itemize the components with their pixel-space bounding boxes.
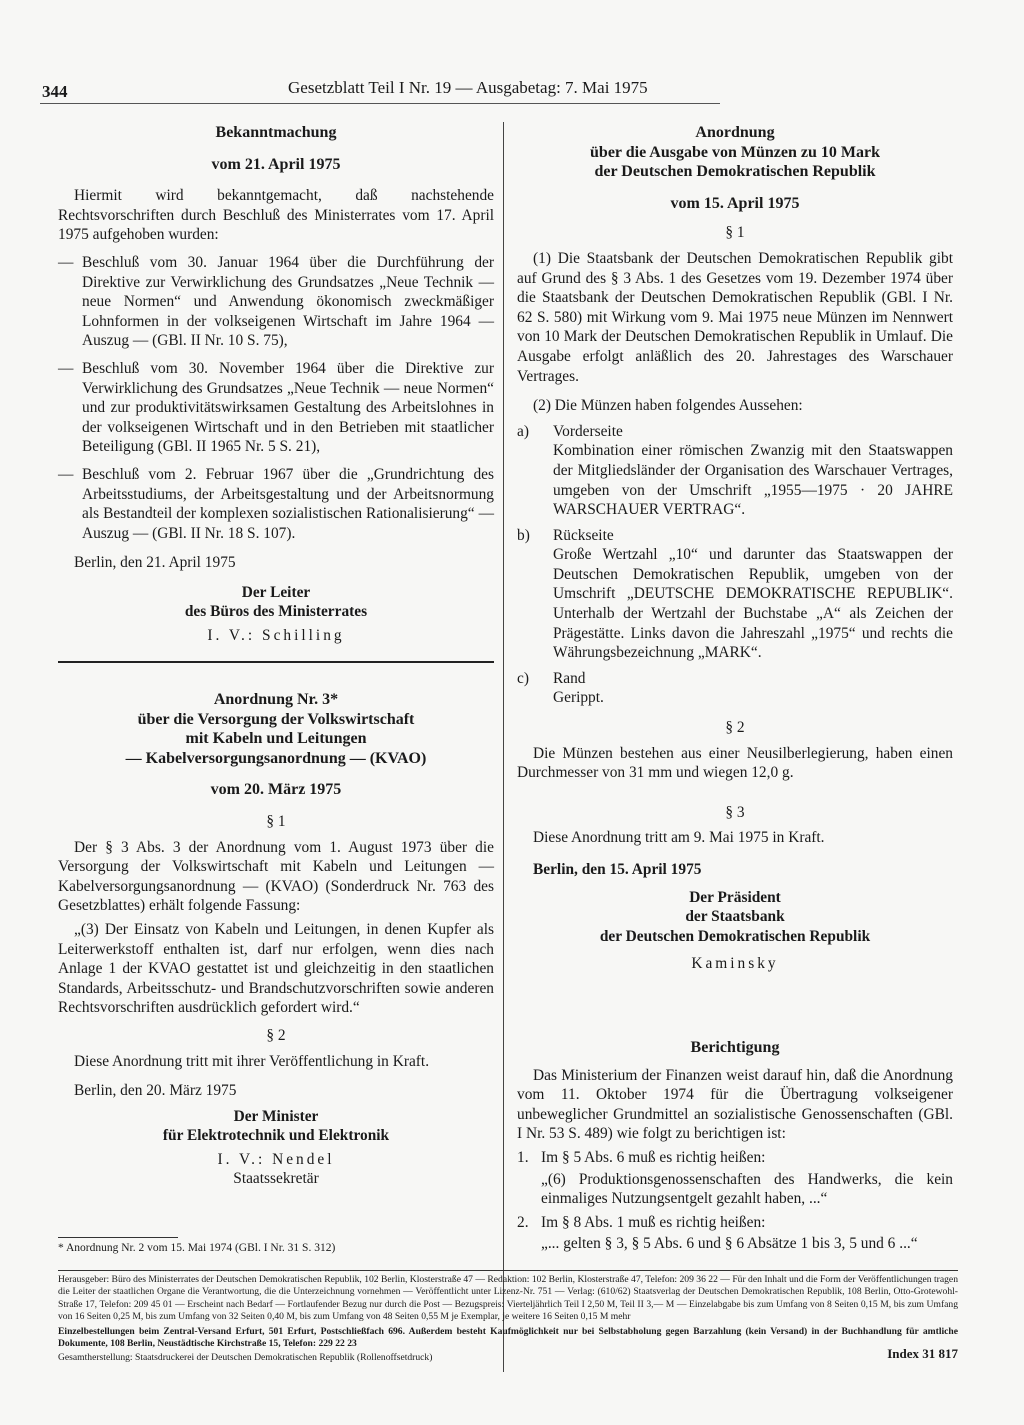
imprint-printer: Gesamtherstellung: Staatsdruckerei der Deutschen Demokratischen Republik (Rollenoffsetdruck) Index 31 817: [58, 1346, 958, 1364]
footnote-rule: [58, 1237, 178, 1238]
muenzen-signature-office: der Staatsbank: [685, 908, 785, 926]
kvao-date: vom 20. März 1975: [210, 781, 342, 799]
left-column: [58, 123, 494, 646]
muenzen-para-2: (2) Die Münzen haben folgendes Aussehen:: [533, 397, 803, 415]
header-rule: [40, 103, 720, 104]
imprint: [58, 1274, 958, 1365]
kvao-title-3: mit Kabeln und Leitungen: [185, 730, 367, 748]
signature-name: I. V.: Schilling: [207, 627, 345, 645]
kvao-section-1-text: Der § 3 Abs. 3 der Anordnung vom 1. August 1973 über die Versorgung der Volkswirtschaft mit Kabeln und Leitungen — Kabelversorgungsanordnung — (KVAO) (Sonderdruck Nr. 763 des Gesetzblattes) erhält folgende Fassung:: [58, 838, 494, 915]
kvao-section-1: § 1: [266, 812, 286, 830]
bekanntmachung-title: Bekanntmachung: [215, 124, 337, 141]
muenzen-signature-office-2: der Deutschen Demokratischen Republik: [599, 927, 871, 945]
list-item: c) Rand Gerippt.: [517, 669, 604, 707]
muenzen-para-1: (1) Die Staatsbank der Deutschen Demokratischen Republik gibt auf Grund des § 3 Abs. 1 des Gesetzes vom 19. Dezember 1974 über die Staatsbank der Deutschen Demokratischen Republik (GBl. I Nr. 62 S. 580) mit Wirkung vom 9. Mai 1975 neue Münzen im Nennwert von 10 Mark der Deutschen Demokratischen Republik in Umlauf. Die Ausgabe erfolgt anläßlich des 20. Jahrestages des Warschauer Vertrages.: [517, 249, 953, 385]
list-item: b) Rückseite Große Wertzahl „10“ und darunter das Staatswappen der Deutschen Demokratischen Republik, umgeben von der Umschrift „DEUTSCHE DEMOKRATISCHE REPUBLIK“. Unterhalb der Wertzahl der Buchstabe „A“ als Zeichen der Prägestätte. Links davon die Jahreszahl „1975“ und rechts die Währungsbezeichnung „MARK“.: [517, 526, 953, 662]
muenzen-title-1: Anordnung: [695, 124, 775, 141]
kvao-title-2: über die Versorgung der Volkswirtschaft: [137, 710, 415, 728]
list-item: a) Vorderseite Kombination einer römischen Zwanzig mit den Staatswappen der Mitgliedsländer der Organisation des Warschauer Vertrages, umgeben von der Umschrift „1955—1975 · 20 JAHRE WARSCHAUER VERTRAG“.: [517, 422, 953, 519]
bekanntmachung-date: vom 21. April 1975: [211, 155, 341, 173]
list-item: — Beschluß vom 2. Februar 1967 über die „Grundrichtung des Arbeitsstudiums, der Arbeitsgestaltung und der Arbeitsnormung als Bestandteil der komplexen sozialistischen Rationalisierung“ — Auszug — (GBl. II Nr. 18 S. 107).: [58, 465, 494, 542]
kvao-title-4: — Kabelversorgungsanordnung — (KVAO): [125, 749, 427, 767]
footnote: * Anordnung Nr. 2 vom 15. Mai 1974 (GBl. I Nr. 31 S. 312): [58, 1242, 336, 1254]
muenzen-section-3: § 3: [725, 803, 745, 821]
column-divider: [503, 122, 504, 1372]
kvao-section-1-quote: „(3) Der Einsatz von Kabeln und Leitungen, in denen Kupfer als Leiterwerkstoff enthalten ist, darf nur erfolgen, wenn dies nach Anlage 1 der KVAO gestattet ist und gleichzeitig in den staatlichen Standards, Arbeitsschutz- und Brandschutzvorschriften sowie anderen Rechtsvorschriften ausdrücklich gefordert wird.“: [58, 920, 494, 1017]
muenzen-place-date: Berlin, den 15. April 1975: [533, 861, 702, 878]
right-column: [517, 123, 953, 974]
footer-rule: [58, 1270, 958, 1271]
list-item: 1. Im § 5 Abs. 6 muß es richtig heißen:: [517, 1148, 766, 1166]
kvao-section-2-text: Diese Anordnung tritt mit ihrer Veröffentlichung in Kraft.: [74, 1052, 430, 1070]
signature-office: des Büros des Ministerrates: [184, 603, 368, 621]
muenzen-title-3: der Deutschen Demokratischen Republik: [594, 163, 876, 181]
bekanntmachung-place-date: Berlin, den 21. April 1975: [74, 554, 236, 572]
muenzen-signature-title: Der Präsident: [689, 888, 781, 906]
muenzen-section-3-text: Diese Anordnung tritt am 9. Mai 1975 in Kraft.: [533, 829, 825, 847]
kvao-section-2: § 2: [266, 1026, 286, 1044]
berichtigung-title: Berichtigung: [690, 1039, 780, 1056]
muenzen-date: vom 15. April 1975: [670, 194, 800, 212]
kvao-signature-title: Der Minister: [233, 1107, 319, 1125]
list-item: — Beschluß vom 30. November 1964 über die Direktive zur Verwirklichung des Grundsatzes „Neue Technik — neue Normen“ und zur produktivitätswirksamen Gestaltung des Arbeitslohnes in der volkseigenen Wirtschaft und in den Betrieben mit staatlicher Beteiligung (GBl. II 1965 Nr. 5 S. 21),: [58, 359, 494, 456]
berichtigung-text: Das Ministerium der Finanzen weist darauf hin, daß die Anordnung vom 11. Oktober 1974 für die Übertragung volkseigener unbeweglicher Grundmittel an sozialistische Genossenschaften (GBl. I Nr. 53 S. 489) wie folgt zu berichtigen ist:: [517, 1066, 953, 1143]
list-item: — Beschluß vom 30. Januar 1964 über die Durchführung der Direktive zur Verwirklichung des Grundsatzes „Neue Technik — neue Normen“ und Anwendung ökonomisch zweckmäßiger Lohnformen in der volkseigenen Wirtschaft im Jahre 1964 — Auszug — (GBl. II Nr. 10 S. 75),: [58, 253, 494, 350]
index-number: Index 31 817: [887, 1346, 958, 1362]
muenzen-signature-name: Kaminsky: [691, 955, 779, 973]
page-number: 344: [42, 82, 68, 101]
kvao-signature-role: Staatssekretär: [233, 1170, 319, 1188]
muenzen-section-2-text: Die Münzen bestehen aus einer Neusilberlegierung, haben einen Durchmesser von 31 mm und wiegen 12,0 g.: [517, 744, 953, 782]
berichtigung-quote-2: „... gelten § 3, § 5 Abs. 6 und § 6 Absätze 1 bis 3, 5 und 6 ...“: [541, 1235, 918, 1253]
imprint-orders: Einzelbestellungen beim Zentral-Versand Erfurt, 501 Erfurt, Postschließfach 696. Außerdem besteht Kaufmöglichkeit nur bei Selbstabholung gegen Barzahlung (kein Versand) in der Buchhandlung für amtliche Dokumente, 108 Berlin, Neustädtische Kirchstraße 15, Telefon: 229 22 23: [58, 1325, 958, 1350]
signature-title: Der Leiter: [241, 583, 311, 601]
berichtigung-quote-1: „(6) Produktionsgenossenschaften des Handwerks, die kein einmaliges Nutzungsentgelt gezahlt haben, ...“: [541, 1170, 953, 1208]
kvao-signature-office: für Elektrotechnik und Elektronik: [162, 1127, 390, 1145]
left-column-kvao: [58, 690, 494, 1189]
bekanntmachung-intro: Hiermit wird bekanntgemacht, daß nachstehende Rechtsvorschriften durch Beschluß des Ministerrates vom 17. April 1975 aufgehoben wurden:: [58, 187, 494, 244]
kvao-signature-name: I. V.: Nendel: [217, 1150, 335, 1168]
muenzen-title-2: über die Ausgabe von Münzen zu 10 Mark: [590, 143, 880, 161]
section-rule: [58, 661, 494, 663]
muenzen-section-2: § 2: [725, 719, 745, 737]
berichtigung: [517, 1038, 953, 1254]
bekanntmachung-list: [58, 253, 494, 543]
running-header: Gesetzblatt Teil I Nr. 19 — Ausgabetag: 7. Mai 1975: [288, 78, 648, 97]
kvao-place-date: Berlin, den 20. März 1975: [74, 1082, 237, 1100]
imprint-publisher: Herausgeber: Büro des Ministerrates der Deutschen Demokratischen Republik, 102 Berlin, Klosterstraße 47 — Redaktion: 102 Berlin, Klosterstraße 47, Telefon: 209 36 22 — Für den Inhalt und die Form der Veröffentlichungen tragen die Leiter der staatlichen Organe die Verantwortung, die die Unterzeichnung vornehmen — Veröffentlicht unter Lizenz-Nr. 751 — Verlag: (610/62) Staatsverlag der Deutschen Demokratischen Republik, 108 Berlin, Otto-Grotewohl-Straße 17, Telefon: 209 45 01 — Erscheint nach Bedarf — Fortlaufender Bezug nur durch die Post — Bezugspreis: Vierteljährlich Teil I 2,50 M, Teil II 3,— M — Einzelabgabe bis zum Umfang von 8 Seiten 0,15 M, bis zum Umfang von 16 Seiten 0,25 M, bis zum Umfang von 32 Seiten 0,40 M, bis zum Umfang von 48 Seiten 0,55 M je Exemplar, je weitere 16 Seiten 0,15 M mehr: [58, 1274, 958, 1323]
kvao-title-1: Anordnung Nr. 3*: [213, 691, 339, 708]
muenzen-section-1: § 1: [725, 224, 745, 242]
list-item: 2. Im § 8 Abs. 1 muß es richtig heißen:: [517, 1213, 766, 1231]
